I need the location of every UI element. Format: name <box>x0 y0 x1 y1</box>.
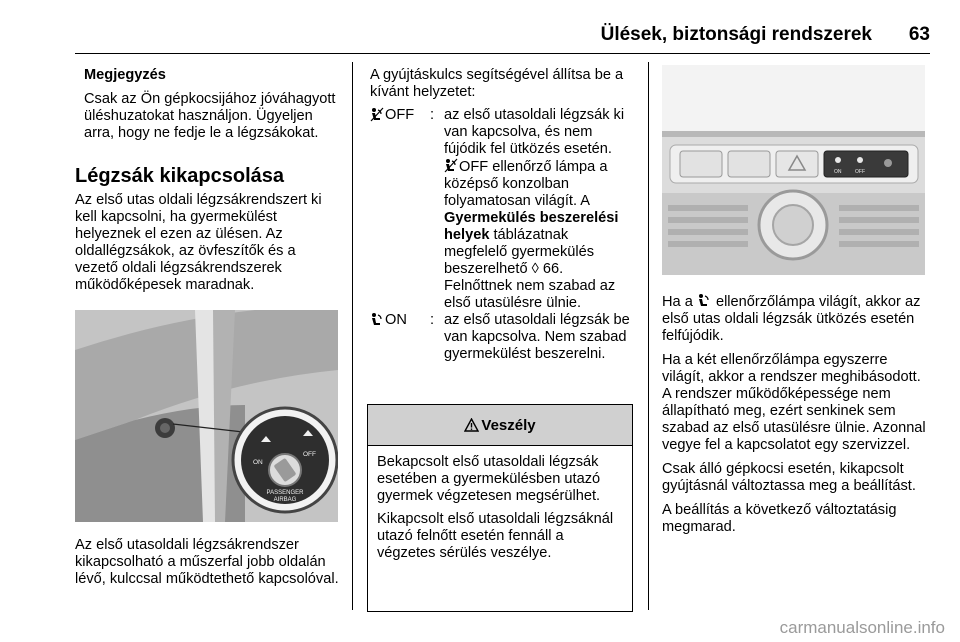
danger-box-body <box>368 446 632 562</box>
page-reference-arrow-icon: ◊ <box>531 261 539 277</box>
indicator-explanation <box>662 293 930 543</box>
airbag-switch-illustration <box>75 310 338 522</box>
indicator-text-1-start: Ha a <box>662 294 693 310</box>
off-table-text: táblázatnak megfelelő gyermekülés beszerelhető <box>444 227 595 277</box>
page-header-title: Ülések, biztonsági rendszerek <box>600 24 872 45</box>
header-rule <box>75 53 930 54</box>
definition-off-description <box>444 107 635 312</box>
danger-box-title: Veszély <box>481 416 536 434</box>
panel-label-off: OFF <box>855 169 865 175</box>
section-airbag-deactivation <box>75 164 340 301</box>
off-adult-text: Felnőttnek nem szabad az első utasülésre ülnie. <box>444 278 616 311</box>
indicator-text-2: Ha a két ellenőrzőlámpa egyszerre világít, akkor a rendszer meghibásodott. A rendszer működőképessége nem állapítható meg, ezért senkinek sem szabad az első utasülésre ülnie. Azonnal vegye fel a kapcsolatot egy szervizzel. <box>662 352 926 453</box>
definition-on-description: az első utasoldali légzsák be van kapcsolva. Nem szabad gyermekülést beszerelni. <box>444 312 630 362</box>
page-number: 63 <box>908 24 930 45</box>
note-text: Csak az Ön gépkocsijához jóváhagyott üléshuzatokat használjon. Ügyeljen arra, hogy ne fedje le a légzsákokat. <box>84 91 336 141</box>
off-lamp-text: OFF ellenőrző lámpa a középső konzolban folyamatosan világít. A <box>444 159 608 209</box>
definition-on-label: ON <box>385 312 407 328</box>
column-divider-right <box>648 62 649 610</box>
definition-off-term <box>370 107 430 312</box>
airbag-on-icon <box>697 293 711 308</box>
photo-label-airbag: AIRBAG <box>273 497 297 503</box>
note-title: Megjegyzés <box>84 67 166 83</box>
photo-label-on: ON <box>253 459 263 466</box>
child-seat-table-reference[interactable]: Gyermekülés beszerelési helyek <box>444 210 619 243</box>
airbag-switch-photo <box>75 310 338 522</box>
warning-triangle-icon <box>464 418 479 432</box>
airbag-off-icon <box>444 158 458 173</box>
switch-positions <box>370 67 635 363</box>
airbag-on-icon <box>370 312 384 327</box>
panel-label-on: ON <box>834 169 842 175</box>
page-reference-link[interactable]: 66. <box>542 261 564 277</box>
danger-box <box>367 404 633 612</box>
definition-off-colon: : <box>430 107 435 123</box>
watermark: carmanualsonline.info <box>779 618 945 637</box>
indicator-text-3: Csak álló gépkocsi esetén, kikapcsolt gyújtásnál változtassa meg a beállítást. <box>662 461 916 494</box>
definition-off <box>370 107 635 312</box>
indicator-text-1-end: ellenőrzőlámpa világít, akkor az első utas oldali légzsák ütközés esetén felfújódik. <box>662 294 921 344</box>
section-intro: Az első utas oldali légzsákrendszert ki kell kapcsolni, ha gyermekülést helyeznek el ezen az ülésen. Az oldallégzsákok, az övfeszítők és a vezető oldali légzsákrendszerek működőképesek maradnak. <box>75 192 322 293</box>
danger-text-1: Bekapcsolt első utasoldali légzsák esetében a gyermekülésben utazó gyermek végzetesen megsérülhet. <box>377 454 601 504</box>
definition-on-term <box>370 312 430 363</box>
section-title: Légzsák kikapcsolása <box>75 165 285 187</box>
indicator-text-4: A beállítás a következő változtatásig megmarad. <box>662 502 897 535</box>
column-divider-left <box>352 62 353 610</box>
danger-box-header <box>368 405 632 446</box>
off-text: az első utasoldali légzsák ki van kapcsolva, és nem fújódik fel ütközés esetén. <box>444 107 625 157</box>
note-block <box>84 67 346 149</box>
indicator-text-1 <box>662 293 930 345</box>
switch-definition-list <box>370 107 635 363</box>
airbag-off-icon <box>370 107 384 122</box>
center-console-photo <box>662 65 925 275</box>
photo-label-off: OFF <box>303 451 316 458</box>
photo-caption: Az első utasoldali légzsákrendszer kikapcsolható a műszerfal jobb oldalán lévő, kulccsal működtethető kapcsolóval. <box>75 537 339 587</box>
danger-text-2: Kikapcsolt első utasoldali légzsáknál utazó felnőtt esetén fennáll a végzetes sérülés veszélye. <box>377 511 614 561</box>
center-console-illustration <box>662 65 925 275</box>
definition-on <box>370 312 635 363</box>
definition-off-label: OFF <box>385 107 415 123</box>
definition-on-colon: : <box>430 312 435 328</box>
switch-intro: A gyújtáskulcs segítségével állítsa be a kívánt helyzetet: <box>370 67 624 100</box>
photo-label-passenger: PASSENGER <box>266 490 304 496</box>
